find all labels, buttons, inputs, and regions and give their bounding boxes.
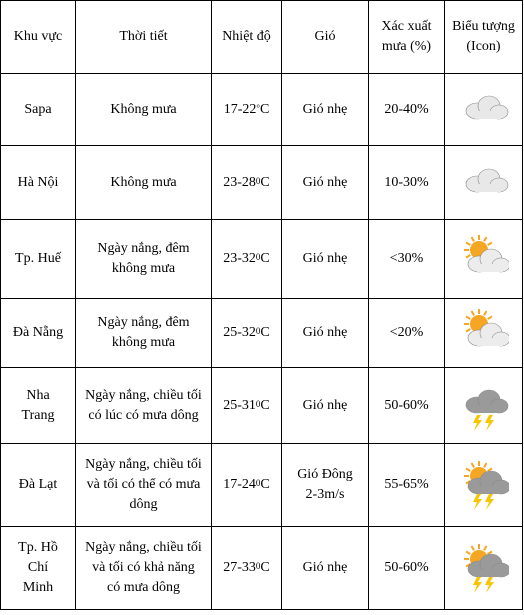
wind-cell: Gió Đông 2-3m/s <box>282 444 369 527</box>
header-rain: Xác xuất mưa (%) <box>369 1 445 74</box>
icon-cell <box>445 220 523 299</box>
sun-cloud-icon <box>459 308 509 358</box>
icon-cell <box>445 527 523 610</box>
cloudy-icon <box>459 85 509 135</box>
header-weather: Thời tiết <box>76 1 212 74</box>
weather-cell: Không mưa <box>76 146 212 220</box>
thunderstorm-icon <box>459 381 509 431</box>
table-row <box>1 74 523 146</box>
rain-cell: <20% <box>369 299 445 368</box>
header-region: Khu vực <box>1 1 76 74</box>
weather-cell: Ngày nắng, đêm không mưa <box>76 220 212 299</box>
temp-cell: $23-32^0C$ <box>212 220 282 299</box>
wind-cell: Gió nhẹ <box>282 527 369 610</box>
rain-cell: 50-60% <box>369 368 445 444</box>
temp-cell: $25-31^0C$ <box>212 368 282 444</box>
table-row <box>1 146 523 220</box>
temp-cell: $23-28^0C$ <box>212 146 282 220</box>
region-cell: Tp. Huế <box>1 220 76 299</box>
icon-cell <box>445 299 523 368</box>
table-row <box>1 444 523 527</box>
table-row <box>1 527 523 610</box>
region-cell: Hà Nội <box>1 146 76 220</box>
wind-cell: Gió nhẹ <box>282 74 369 146</box>
icon-cell <box>445 146 523 220</box>
cloudy-icon <box>459 158 509 208</box>
rain-cell: 55-65% <box>369 444 445 527</box>
sun-cloud-icon <box>459 234 509 284</box>
icon-cell <box>445 444 523 527</box>
header-icon: Biểu tượng (Icon) <box>445 1 523 74</box>
header-temp: Nhiệt độ <box>212 1 282 74</box>
temp-cell: $25-32^0C$ <box>212 299 282 368</box>
temp-cell: 17-22°C <box>212 74 282 146</box>
region-cell: Đà Lạt <box>1 444 76 527</box>
table-row <box>1 299 523 368</box>
temp-cell: $27-33^0C$ <box>212 527 282 610</box>
rain-cell: <30% <box>369 220 445 299</box>
rain-cell: 10-30% <box>369 146 445 220</box>
table-row <box>1 368 523 444</box>
rain-cell: 50-60% <box>369 527 445 610</box>
region-cell: Đà Nẵng <box>1 299 76 368</box>
header-wind: Gió <box>282 1 369 74</box>
wind-cell: Gió nhẹ <box>282 220 369 299</box>
weather-cell: Ngày nắng, chiều tối và tối có khả năng có mưa dông <box>76 527 212 610</box>
sun-thunderstorm-icon <box>459 460 509 510</box>
weather-cell: Ngày nắng, chiều tối có lúc có mưa dông <box>76 368 212 444</box>
region-cell: Sapa <box>1 74 76 146</box>
region-cell: Tp. Hồ Chí Minh <box>1 527 76 610</box>
table-row <box>1 220 523 299</box>
icon-cell <box>445 368 523 444</box>
icon-cell <box>445 74 523 146</box>
wind-cell: Gió nhẹ <box>282 146 369 220</box>
weather-cell: Ngày nắng, đêm không mưa <box>76 299 212 368</box>
wind-cell: Gió nhẹ <box>282 299 369 368</box>
sun-thunderstorm-icon <box>459 543 509 593</box>
rain-cell: 20-40% <box>369 74 445 146</box>
header-row <box>1 1 523 74</box>
weather-cell: Ngày nắng, chiều tối và tối có thể có mưa dông <box>76 444 212 527</box>
wind-cell: Gió nhẹ <box>282 368 369 444</box>
weather-cell: Không mưa <box>76 74 212 146</box>
temp-cell: $17-24^0C$ <box>212 444 282 527</box>
region-cell: Nha Trang <box>1 368 76 444</box>
